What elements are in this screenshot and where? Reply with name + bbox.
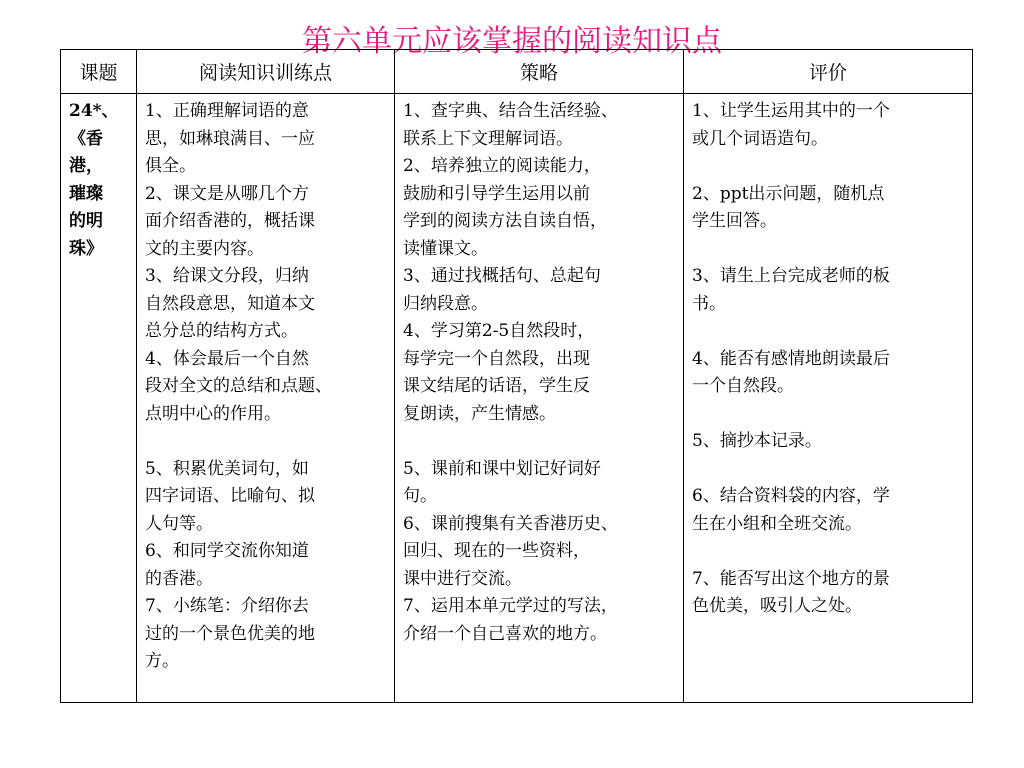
strategy-item-2: 2、培养独立的阅读能力， 鼓励和引导学生运用以前 学到的阅读方法自读自悟， 读懂课文。 xyxy=(403,156,607,259)
knowledge-item-7: 7、小练笔：介绍你去 过的一个景色优美的地 方。 xyxy=(145,596,315,671)
cell-topic xyxy=(61,94,137,703)
knowledge-item-3: 3、给课文分段，归纳 自然段意思，知道本文 总分总的结构方式。 xyxy=(145,266,315,341)
knowledge-spacer xyxy=(145,428,394,456)
evaluation-item-6: 6、结合资料袋的内容，学 生在小组和全班交流。 xyxy=(692,486,890,534)
knowledge-item-6: 6、和同学交流你知道 的香港。 xyxy=(145,541,309,589)
header-topic: 课题 xyxy=(61,50,137,94)
evaluation-spacer xyxy=(692,153,972,181)
strategy-item-5: 5、课前和课中划记好词好 句。 xyxy=(403,458,601,506)
evaluation-item-7: 7、能否写出这个地方的景 色优美，吸引人之处。 xyxy=(692,568,890,616)
slide-title: 第六单元应该掌握的阅读知识点 xyxy=(302,24,722,60)
evaluation-item-4: 4、能否有感情地朗读最后 一个自然段。 xyxy=(692,348,890,396)
evaluation-item-2: 2、ppt出示问题，随机点 学生回答。 xyxy=(692,183,885,231)
header-evaluation: 评价 xyxy=(684,50,973,94)
evaluation-spacer xyxy=(692,401,972,429)
strategy-spacer xyxy=(403,428,683,456)
evaluation-spacer xyxy=(692,236,972,264)
strategy-item-7: 7、运用本单元学过的写法， 介绍一个自己喜欢的地方。 xyxy=(403,596,618,644)
cell-strategy xyxy=(395,94,684,703)
cell-evaluation xyxy=(684,94,973,703)
header-knowledge: 阅读知识训练点 xyxy=(137,50,395,94)
table-header-row xyxy=(61,50,973,94)
topic-text: 24*、 《香 港， 璀璨 的明 珠》 xyxy=(69,101,119,259)
knowledge-item-2: 2、课文是从哪几个方 面介绍香港的，概括课 文的主要内容。 xyxy=(145,183,315,259)
knowledge-item-1: 1、正确理解词语的意 思，如琳琅满目、一应 俱全。 xyxy=(145,101,315,176)
evaluation-item-3: 3、请生上台完成老师的板 书。 xyxy=(692,266,890,314)
strategy-item-6: 6、课前搜集有关香港历史、 回归、现在的一些资料， 课中进行交流。 xyxy=(403,513,618,589)
table-row xyxy=(61,94,973,703)
evaluation-item-5: 5、摘抄本记录。 xyxy=(692,431,822,451)
evaluation-spacer xyxy=(692,318,972,346)
strategy-item-4: 4、学习第2-5自然段时， 每学完一个自然段，出现 课文结尾的话语，学生反 复朗读，产生情感。 xyxy=(403,321,595,424)
evaluation-item-1: 1、让学生运用其中的一个 或几个词语造句。 xyxy=(692,101,890,149)
strategy-item-1: 1、查字典、结合生活经验、 联系上下文理解词语。 xyxy=(403,101,618,149)
evaluation-spacer xyxy=(692,538,972,566)
evaluation-spacer xyxy=(692,456,972,484)
strategy-item-3: 3、通过找概括句、总起句 归纳段意。 xyxy=(403,266,601,314)
knowledge-item-4: 4、体会最后一个自然 段对全文的总结和点题、 点明中心的作用。 xyxy=(145,348,332,424)
cell-knowledge xyxy=(137,94,395,703)
knowledge-item-5: 5、积累优美词句，如 四字词语、比喻句、拟 人句等。 xyxy=(145,458,315,534)
header-strategy: 策略 xyxy=(395,50,684,94)
reading-knowledge-table xyxy=(60,49,973,703)
